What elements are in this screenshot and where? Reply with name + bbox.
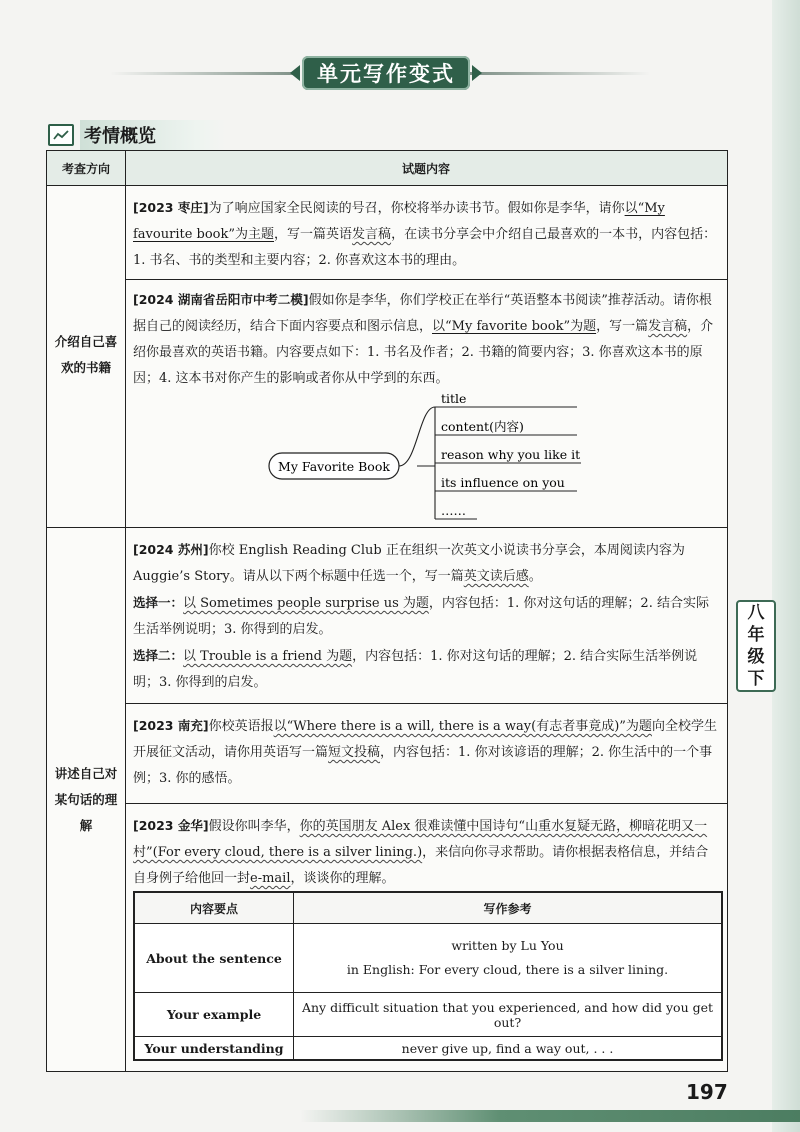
- row-value-line: in English: For every cloud, there is a silver lining.: [346, 962, 669, 978]
- question-text: ，写一篇英语: [274, 227, 353, 242]
- row-key: About the sentence: [135, 924, 294, 993]
- question-source: [2023 枣庄]: [133, 200, 209, 215]
- question-source: [2024 湖南省岳阳市中考二模]: [133, 292, 309, 307]
- wavy-genre: 发言稿: [648, 319, 688, 334]
- question-text: 你校英语报: [208, 719, 274, 734]
- underlined-topic: 以“My favourite book”为主题: [133, 201, 665, 242]
- unit-banner: [302, 56, 470, 90]
- wavy-genre: 英文读后感: [463, 569, 529, 584]
- grade-side-tab: [736, 600, 776, 692]
- row-key: Your understanding: [135, 1037, 294, 1060]
- question-suzhou: [133, 537, 717, 696]
- question-text: 假如你是李华，你们学校正在举行“英语整本书阅读”推荐活动。请你根据自己的阅读经历，结合下面内容要点和图示信息，: [133, 293, 712, 334]
- mindmap-branch: title: [441, 391, 467, 406]
- direction-line: 介绍自己喜: [54, 334, 118, 349]
- question-text: ，写一篇: [596, 319, 649, 334]
- question-text: ，内容包括：1. 你对该谚语的理解；2. 你生活中的一个事例；3. 你的感悟。: [133, 745, 713, 786]
- underlined-topic: 以 Trouble is a friend 为题: [183, 649, 353, 664]
- col-header-content: 试题内容: [401, 161, 450, 176]
- side-tab-char: 年: [747, 625, 765, 645]
- question-nanchong: [133, 713, 717, 792]
- inner-header-value: 写作参考: [294, 893, 722, 924]
- table-row: [135, 1037, 722, 1060]
- direction-line: 某句话的理: [54, 792, 118, 807]
- question-source: [2023 金华]: [133, 818, 209, 833]
- direction-line: 欢的书籍: [60, 360, 111, 375]
- question-text: ，在读书分享会中介绍自己最喜欢的一本书，内容包括：1. 书名、书的类型和主要内容；2. 你喜欢这本书的理由。: [133, 227, 717, 268]
- question-source: [2023 南充]: [133, 718, 209, 733]
- side-tab-char: 八: [747, 603, 765, 623]
- question-text: ，介绍你最喜欢的英语书籍。内容要点如下：1. 书名及作者；2. 书籍的简要内容；3. 你喜欢这本书的原因；4. 这本书对你产生的影响或者你从中学到的东西。: [133, 319, 714, 386]
- question-text: 向全校学生开展征文活动，请你用英语写一篇: [133, 719, 717, 760]
- header-rule-right: [470, 72, 650, 75]
- row-value: never give up, find a way out, . . .: [294, 1037, 722, 1060]
- row-value: Any difficult situation that you experienced, and how did you get out?: [294, 993, 722, 1037]
- table-row: [135, 924, 722, 993]
- question-text: 假设你叫李华，: [208, 819, 300, 834]
- question-text: 你校 English Reading Club 正在组织一次英文小说读书分享会，本周阅读内容为 Auggie’s Story。请从以下两个标题中任选一个，写一篇: [133, 543, 685, 584]
- footer-bar: [300, 1110, 800, 1122]
- row-separator: [125, 703, 727, 704]
- choice-label: 选择二：: [133, 648, 184, 663]
- underlined-topic: 以“Where there is a will, there is a way(有志者事竟成)”为题: [273, 719, 652, 734]
- header-rule-left: [110, 72, 300, 75]
- question-text: ，谈谈你的理解。: [290, 871, 395, 886]
- question-text: ，来信向你寻求帮助。请你根据表格信息，并结合自身例子给他回一封: [133, 845, 709, 886]
- mindmap-branch: content(内容): [441, 419, 524, 434]
- mindmap-branch: reason why you like it: [441, 447, 581, 462]
- question-text: ，内容包括：1. 你对这句话的理解；2. 结合实际生活举例说明；3. 你得到的启发。: [133, 649, 698, 690]
- direction-line: 讲述自己对: [54, 766, 118, 781]
- question-text: 。: [528, 569, 542, 584]
- writing-reference-table: [133, 891, 723, 1061]
- row-value: [294, 924, 722, 993]
- mind-map: [47, 151, 727, 531]
- inner-header-key: 内容要点: [135, 893, 294, 924]
- direction-label-sentence: [47, 761, 125, 839]
- exam-overview-table: [46, 150, 728, 1072]
- page-number: 197: [686, 1080, 728, 1104]
- choice-label: 选择一：: [133, 595, 184, 610]
- mindmap-center-text: My Favorite Book: [278, 459, 390, 474]
- question-source: [2024 苏州]: [133, 542, 209, 557]
- side-tab-char: 级: [747, 647, 765, 667]
- row-value-line: written by Lu You: [451, 938, 564, 954]
- direction-line: 解: [79, 818, 93, 833]
- wavy-genre: 短文投稿: [328, 745, 381, 760]
- page-edge-strip: [772, 0, 800, 1132]
- side-tab-char: 下: [747, 669, 765, 689]
- table-row: [135, 993, 722, 1037]
- question-text: 为了响应国家全民阅读的号召，你校将举办读书节。假如你是李华，请你: [208, 201, 625, 216]
- question-jinhua: [133, 813, 717, 892]
- section-heading: [48, 120, 226, 150]
- wavy-genre: e-mail: [250, 871, 291, 886]
- chart-icon: [48, 124, 74, 146]
- underlined-topic: 你的英国朋友 Alex 很难读懂中国诗句“山重水复疑无路，柳暗花明又一村”(For every cloud, there is a silver lining.): [133, 819, 708, 860]
- wavy-genre: 发言稿: [352, 227, 392, 242]
- col-header-direction: 考查方向: [61, 161, 110, 176]
- section-title: 考情概览: [80, 120, 226, 150]
- row-key: Your example: [135, 993, 294, 1037]
- underlined-topic: 以 Sometimes people surprise us 为题: [183, 596, 429, 611]
- row-separator: [125, 803, 727, 804]
- mindmap-branch: ……: [441, 503, 466, 518]
- mindmap-bracket: [399, 407, 435, 519]
- mindmap-branch: its influence on you: [441, 475, 565, 490]
- question-text: ，内容包括：1. 你对这句话的理解；2. 结合实际生活举例说明；3. 你得到的启发。: [133, 596, 709, 637]
- underlined-topic: 以“My favorite book”为题: [432, 319, 597, 334]
- unit-banner-title: 单元写作变式: [317, 62, 455, 86]
